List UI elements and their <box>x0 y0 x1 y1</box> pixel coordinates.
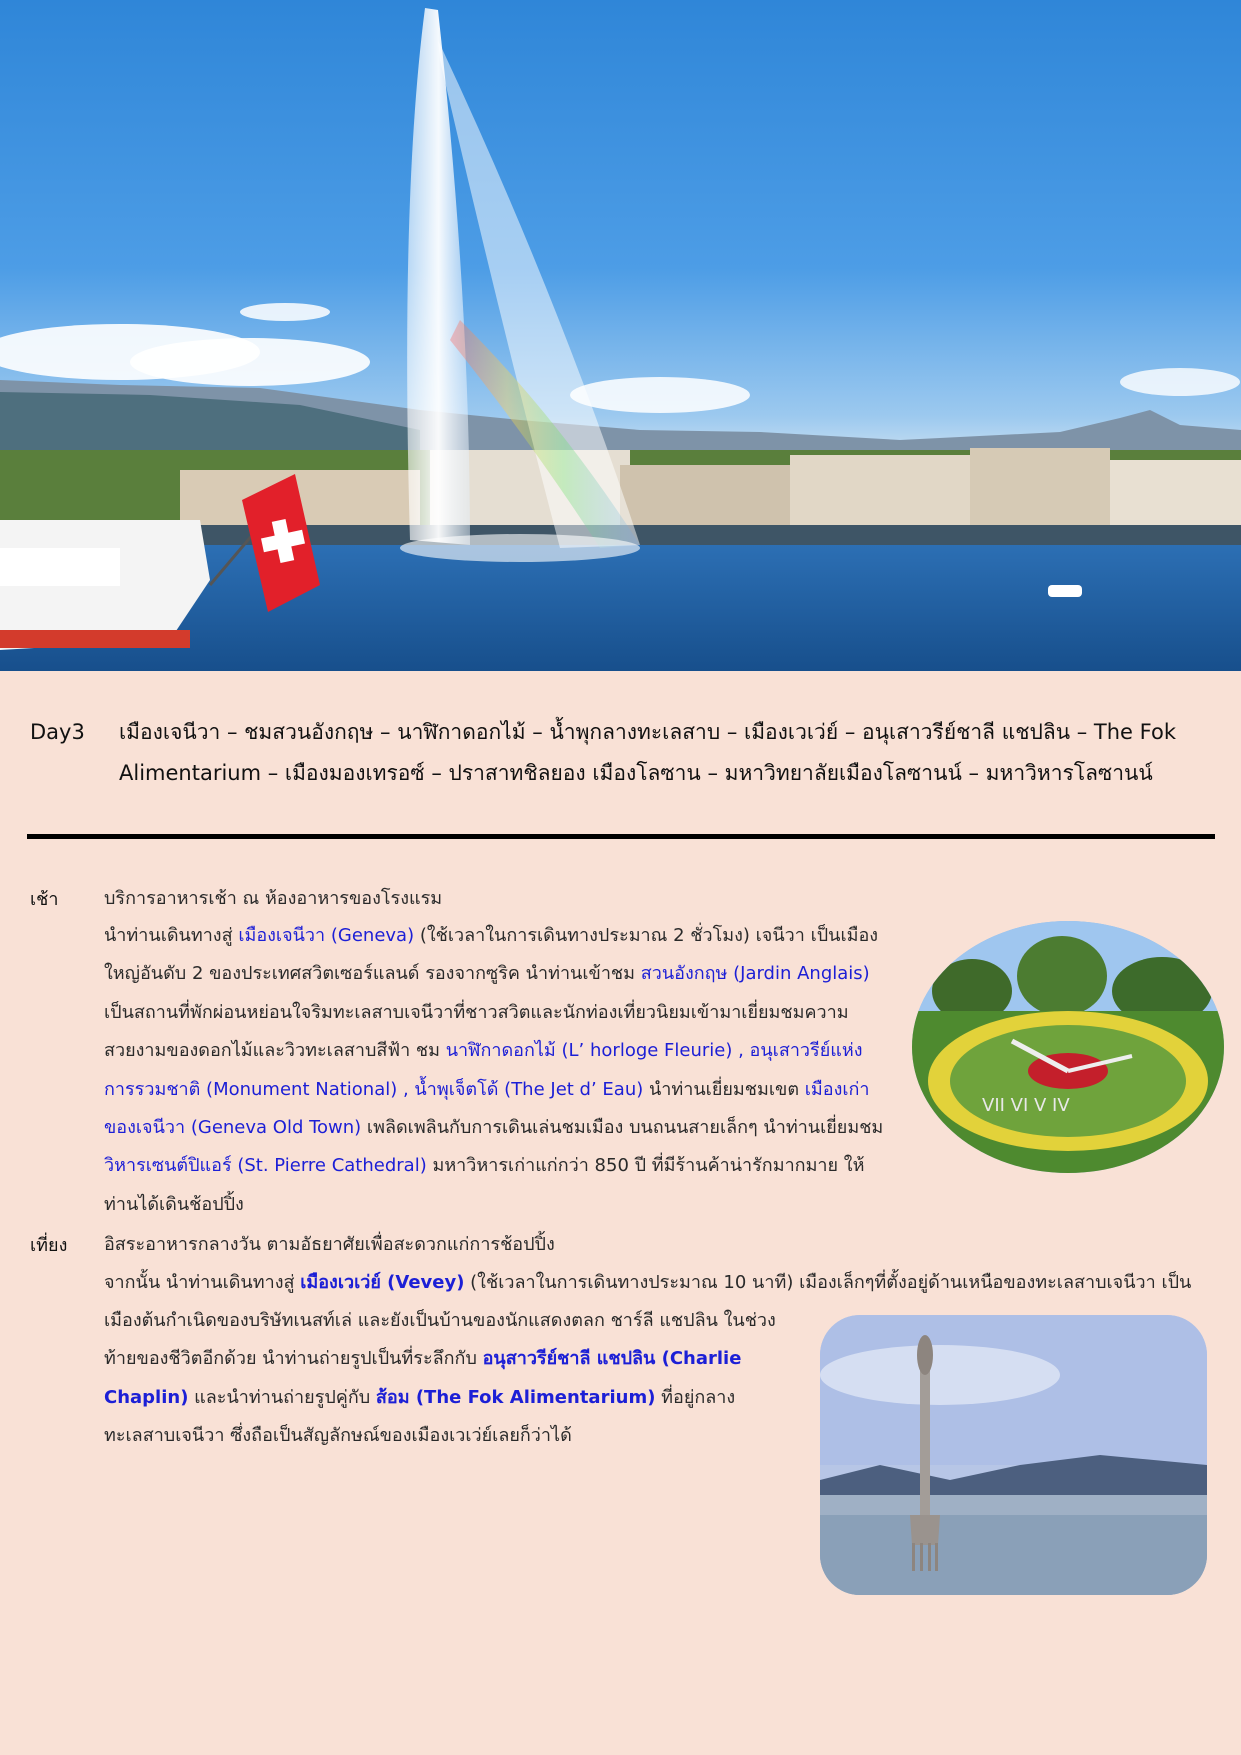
day-label: Day3 <box>30 720 85 744</box>
hero-illustration <box>0 0 1241 671</box>
text-run: (ใช้เวลาในการเดินทางประมาณ 2 ชั่วโมง) เจนีวา เป็นเมืองใหญ่อันดับ 2 ของประเทศสวิตเซอร์แลนด์ รองจากซูริค นำท่านเข้าชม <box>104 925 879 985</box>
text-run: นำท่านเยี่ยมชมเขต <box>643 1078 805 1100</box>
day-title: เมืองเจนีวา – ชมสวนอังกฤษ – นาฬิกาดอกไม้ – น้ำพุกลางทะเลสาบ – เมืองเวเว่ย์ – อนุเสาวรีย์ชาลี แชปลิน – The Fok Alimentarium – เมืองมองเทรอซ์ – ปราสาทชิลยอง เมืองโลซาน – มหาวิทยาลัยเมืองโลซานน์ – มหาวิหารโลซานน์ <box>119 720 1176 785</box>
hero-photo-geneva-jet-d-eau <box>0 0 1241 671</box>
link-fork-alimentarium: ส้อม (The Fok Alimentarium) <box>375 1386 656 1408</box>
lunch-text: อิสระอาหารกลางวัน ตามอัธยาศัยเพื่อสะดวกแก่การช้อปปิ้ง <box>104 1234 555 1255</box>
flower-clock-photo <box>912 921 1224 1173</box>
text-run: (ใช้เวลาในการเดินทางประมาณ 10 นาที) เมืองเล็กๆที่ตั้งอยู่ด้านเหนือของทะเลสาบเจนีวา เป็น <box>464 1272 1192 1293</box>
link-vevey: เมืองเวเว่ย์ (Vevey) <box>300 1272 465 1293</box>
noon-label: เที่ยง <box>30 1235 68 1256</box>
text-run: เป็นสถานที่พักผ่อนหย่อนใจริมทะเลสาบเจนีวาที่ชาวสวิตและนักท่องเที่ยวนิยมเข้ามาเยี่ยมชมความสวยงามของดอกไม้และวิวทะเลสาบสีฟ้า ชม <box>104 1001 849 1062</box>
link-jardin-anglais: สวนอังกฤษ (Jardin Anglais) <box>640 963 870 985</box>
text-run: มหาวิหารเก่าแก่กว่า 850 ปี ที่มีร้านค้าน่ารักมากมาย ให้ท่านได้เดินช้อปปิ้ง <box>104 1155 865 1215</box>
text-run: จากนั้น นำท่านเดินทางสู่ <box>104 1272 301 1293</box>
text-run: และนำท่านถ่ายรูปคู่กับ <box>188 1386 376 1408</box>
section-divider <box>27 834 1215 839</box>
link-geneva: เมืองเจนีวา (Geneva) <box>238 925 415 946</box>
link-flower-clock: นาฬิกาดอกไม้ (L’ horloge Fleurie) , อนุเสาวรีย์แห่งการรวมชาติ (Monument National) , น้ำพุเจ็ตโด้ (The Jet d’ Eau) <box>104 1040 863 1100</box>
text-run: ที่อยู่กลางทะเลสาบเจนีวา ซึ่งถือเป็นสัญลักษณ์ของเมืองเวเว่ย์เลยก็ว่าได้ <box>104 1386 736 1447</box>
text-run: เพลิดเพลินกับการเดินเล่นชมเมือง บนถนนสายเล็กๆ นำท่านเยี่ยมชม <box>361 1117 884 1139</box>
vevey-fork-photo <box>820 1315 1207 1595</box>
morning-label: เช้า <box>30 889 59 910</box>
svg-text:VII VI V IV: VII VI V IV <box>982 1095 1070 1116</box>
text-run: นำท่านเดินทางสู่ <box>104 925 239 946</box>
breakfast-text: บริการอาหารเช้า ณ ห้องอาหารของโรงแรม <box>104 888 443 909</box>
text-run: เมืองต้นกำเนิดของบริษัทเนสท์เล่ และยังเป็นบ้านของนักแสดงตลก ชาร์ลี แชปลิน ในช่วงท้ายของชีวิตอีกด้วย นำท่านถ่ายรูปเป็นที่ระลึกกับ <box>104 1310 776 1370</box>
vevey-paragraph-line1 <box>104 1264 1214 1302</box>
vevey-paragraph <box>104 1302 804 1456</box>
link-chaplin-statue: อนุสาวรีย์ชาลี แชปลิน (Charlie Chaplin) <box>104 1348 742 1408</box>
link-cathedral: วิหารเซนต์ปิแอร์ (St. Pierre Cathedral) <box>104 1155 427 1177</box>
link-old-town: เมืองเก่าของเจนีวา (Geneva Old Town) <box>104 1078 870 1139</box>
geneva-paragraph <box>104 917 892 1224</box>
